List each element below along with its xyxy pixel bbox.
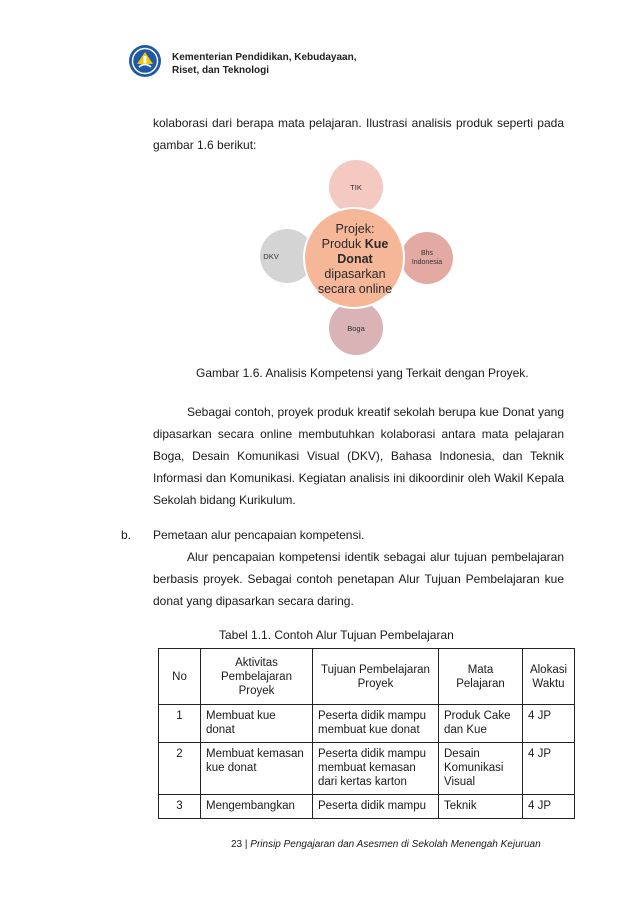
cell-subject: Produk Cake dan Kue bbox=[439, 705, 523, 743]
ministry-line-2: Riset, dan Teknologi bbox=[172, 64, 270, 76]
page-footer bbox=[231, 839, 541, 851]
table-caption: Tabel 1.1. Contoh Alur Tujuan Pembelajaran bbox=[219, 628, 454, 642]
cell-objective: Peserta didik mampu bbox=[313, 795, 439, 819]
section-b-paragraph: Alur pencapaian kompetensi identik sebagai alur tujuan pembelajaran berbasis proyek. Sebagai contoh penetapan Alur Tujuan Pembelajaran kue donat yang dipasarkan secara daring. bbox=[153, 550, 564, 608]
center-text-line-4: dipasarkan bbox=[324, 267, 386, 281]
header-activity: Aktivitas Pembelajaran Proyek bbox=[201, 649, 313, 705]
intro-paragraph: kolaborasi dari berapa mata pelajaran. Ilustrasi analisis produk seperti pada gambar 1.6 berikut: bbox=[153, 116, 564, 152]
diagram-label-boga: Boga bbox=[347, 324, 365, 333]
header-no: No bbox=[159, 649, 201, 705]
cell-subject: Desain Komunikasi Visual bbox=[439, 743, 523, 795]
header-time: Alokasi Waktu bbox=[523, 649, 575, 705]
diagram-node-bhs-indonesia bbox=[401, 232, 453, 284]
cell-activity: Membuat kue donat bbox=[201, 705, 313, 743]
book-title: Prinsip Pengajaran dan Asesmen di Sekolah Menengah Kejuruan bbox=[250, 839, 541, 850]
header-objective: Tujuan Pembelajaran Proyek bbox=[313, 649, 439, 705]
cell-activity: Membuat kemasan kue donat bbox=[201, 743, 313, 795]
cell-time: 4 JP bbox=[523, 743, 575, 795]
diagram-label-dkv: DKV bbox=[263, 252, 279, 261]
cell-no: 2 bbox=[159, 743, 201, 795]
ministry-name bbox=[172, 52, 432, 77]
cell-no: 1 bbox=[159, 705, 201, 743]
table-row bbox=[159, 705, 575, 743]
diagram-label-indonesia: Indonesia bbox=[411, 259, 443, 266]
table-header-row bbox=[159, 649, 575, 705]
footer-separator: | bbox=[242, 839, 251, 850]
example-paragraph: Sebagai contoh, proyek produk kreatif sekolah berupa kue Donat yang dipasarkan secara online membutuhkan kolaborasi antara mata pelajaran Boga, Desain Komunikasi Visual (DKV), Bahasa Indonesia, dan Teknik Informasi dan Komunikasi. Kegiatan analisis ini dikoordinir oleh Wakil Kepala Sekolah bidang Kurikulum. bbox=[153, 405, 564, 507]
section-b-marker: b. bbox=[121, 528, 132, 542]
header-subject: Mata Pelajaran bbox=[439, 649, 523, 705]
table-row bbox=[159, 743, 575, 795]
center-text-line-5: secara online bbox=[317, 282, 393, 296]
cell-subject: Teknik bbox=[439, 795, 523, 819]
diagram-label-bhs: Bhs bbox=[420, 250, 434, 257]
diagram-label-tik: TIK bbox=[350, 183, 362, 192]
ministry-line-1: Kementerian Pendidikan, Kebudayaan, bbox=[172, 52, 357, 63]
page-number: 23 bbox=[231, 839, 243, 850]
figure-caption: Gambar 1.6. Analisis Kompetensi yang Terkait dengan Proyek. bbox=[196, 366, 529, 380]
cell-activity: Mengembangkan bbox=[201, 795, 313, 819]
cell-no: 3 bbox=[159, 795, 201, 819]
center-text-line-3: Donat bbox=[337, 252, 373, 266]
competency-diagram bbox=[255, 160, 455, 356]
center-text-line-1: Projek: bbox=[335, 222, 375, 236]
cell-time: 4 JP bbox=[523, 705, 575, 743]
ministry-logo bbox=[128, 44, 162, 78]
center-text-line-2: Produk Kue bbox=[321, 237, 389, 251]
cell-time: 4 JP bbox=[523, 795, 575, 819]
cell-objective: Peserta didik mampu membuat kue donat bbox=[313, 705, 439, 743]
table-row bbox=[159, 795, 575, 819]
cell-objective: Peserta didik mampu membuat kemasan dari kertas karton bbox=[313, 743, 439, 795]
learning-objectives-table bbox=[158, 648, 575, 819]
section-b-title: Pemetaan alur pencapaian kompetensi. bbox=[153, 528, 365, 542]
